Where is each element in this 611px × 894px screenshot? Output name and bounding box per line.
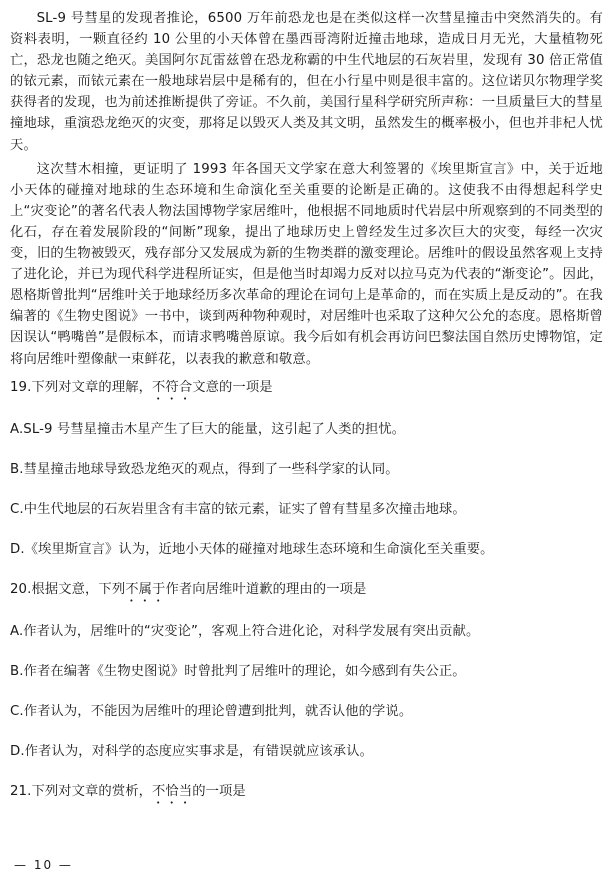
question-20-stem-emphasis: 不属于: [125, 581, 166, 597]
question-20-option-a: A.作者认为，居维叶的“灾变论”，客观上符合进化论，对科学发展有突出贡献。: [10, 623, 480, 639]
question-20-option-b: B.作者在编著《生物史图说》时曾批判了居维叶的理论，如今感到有失公正。: [10, 663, 466, 679]
question-21-stem-prefix: 21.下列对文章的赏析，: [10, 783, 153, 799]
question-19-option-a: A.SL-9 号彗星撞击木星产生了巨大的能量，这引起了人类的担忧。: [10, 421, 406, 437]
passage-paragraph-2: 这次彗木相撞，更证明了 1993 年各国天文学家在意大利签署的《埃里斯宣言》中，关于近地小天体的碰撞对地球的生态环境和生命演化至关重要的论断是正确的。这使我不由得想起科学史上“灾变论”的著名代表人物法国博物学家居维叶，他根据不同地质时代岩层中所观察到的不同类型的化石，存在着发展阶段的“间断”现象，提出了地球历史上曾经发生过多次巨大的灾变，每经一次灾变，旧的生物被毁灭，残存部分又发展成为新的生物类群的激变理论。居维叶的假设虽然客观上支持了进化论，并已为现代科学进程所证实，但是他当时却竭力反对以拉马克为代表的“渐变论”。因此，恩格斯曾批判“居维叶关于地球经历多次革命的理论在词句上是革命的，而在实质上是反动的”。在我编著的《生物史图说》一书中，谈到两种物种观时，对居维叶也采取了这种欠公允的态度。恩格斯曾因误认“鸭嘴兽”是假标本，而请求鸭嘴兽原谅。我今后如有机会再访问巴黎法国自然历史博物馆，定将向居维叶塑像献一束鲜花，以表我的歉意和敬意。: [10, 161, 603, 367]
question-20-stem-suffix: 作者向居维叶道歉的理由的一项是: [165, 581, 367, 597]
question-19-option-d: D.《埃里斯宣言》认为，近地小天体的碰撞对地球生态环境和生命演化至关重要。: [10, 541, 494, 557]
passage: [10, 8, 603, 370]
page-number: — 10 —: [14, 858, 73, 872]
question-19-stem-suffix: 文意的一项是: [192, 379, 273, 395]
question-19-stem-emphasis: 不符合: [152, 379, 193, 395]
question-list: [10, 378, 603, 824]
question-19-stem-prefix: 19.下列对文章的理解，: [10, 379, 153, 395]
question-19-stem: [10, 378, 603, 420]
question-20-stem-prefix: 20.根据文意，下列: [10, 581, 126, 597]
passage-paragraph-1: SL-9 号彗星的发现者推论，6500 万年前恐龙也是在类似这样一次彗星撞击中突然消失的。有资料表明，一颗直径约 10 公里的小天体曾在墨西哥湾附近撞击地球，造成日月无光，大量植物死亡，恐龙也随之绝灭。美国阿尔瓦雷兹曾在恐龙称霸的中生代地层的石灰岩里，发现有 30 倍正常值的铱元素，而铱元素在一般地球岩层中是稀有的，但在小行星中则是很丰富的。这位诺贝尔物理学奖获得者的发现，也为前述推断提供了旁证。不久前，美国行星科学研究所声称：一旦质量巨大的彗星撞地球，重演恐龙绝灭的灾变，那将足以毁灭人类及其文明，虽然发生的概率极小，但也并非杞人忧天。: [10, 11, 603, 153]
question-20-option-d: D.作者认为，对科学的态度应实事求是，有错误就应该承认。: [10, 743, 373, 759]
question-19-option-b: B.彗星撞击地球导致恐龙绝灭的观点，得到了一些科学家的认同。: [10, 461, 399, 477]
question-21-stem-suffix: 的一项是: [192, 783, 246, 799]
question-20-option-c: C.作者认为，不能因为居维叶的理论曾遭到批判，就否认他的学说。: [10, 703, 413, 719]
question-21-stem-emphasis: 不恰当: [152, 783, 193, 799]
question-20-stem: [10, 580, 603, 622]
question-21-stem: [10, 782, 603, 824]
question-19-option-c: C.中生代地层的石灰岩里含有丰富的铱元素，证实了曾有彗星多次撞击地球。: [10, 501, 466, 517]
